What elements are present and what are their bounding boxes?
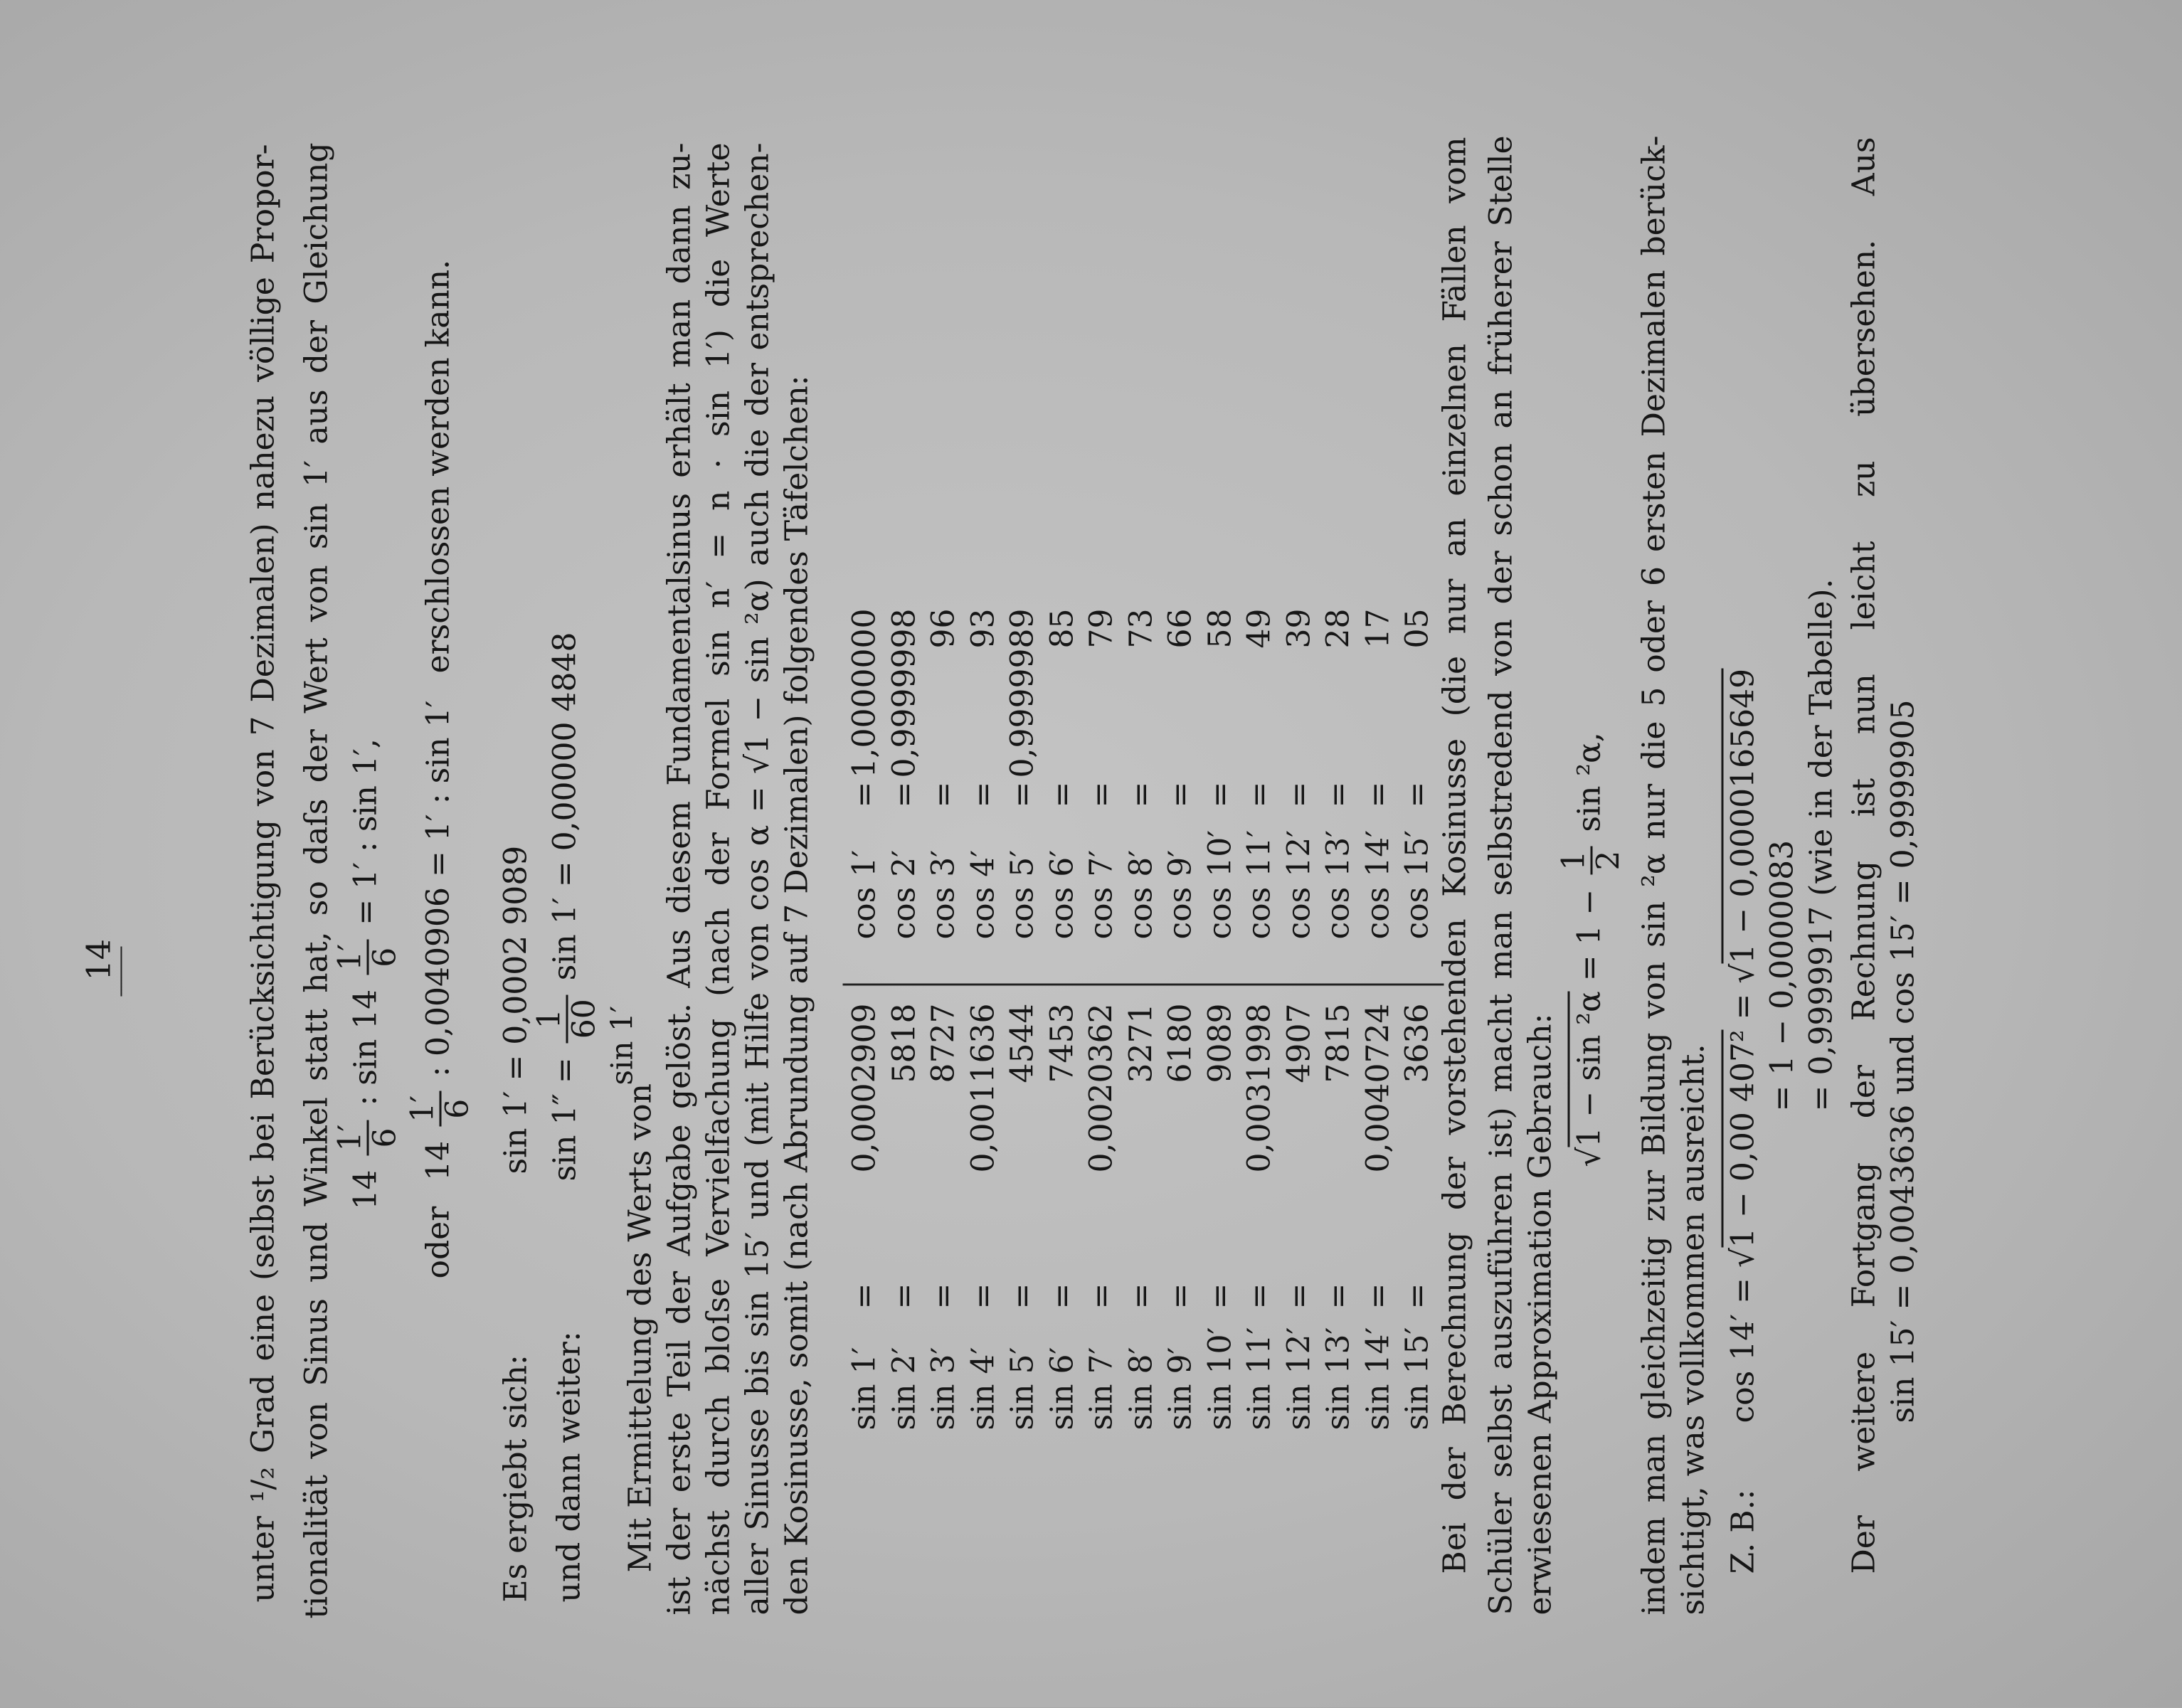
eq2-prefix: 14	[420, 1140, 457, 1181]
table-row-2-cos-value: 0,9999998	[886, 608, 922, 778]
table-row-10-equals-sign-sin: =	[1202, 1283, 1238, 1310]
table-row-1-cos-label: cos 1′	[846, 849, 883, 940]
table-row-14-sin-value: 0,0040724	[1360, 1003, 1396, 1173]
table-row-15-cos-value: 05	[1399, 608, 1436, 649]
table-row-6-cos-value: 85	[1044, 608, 1080, 649]
table-row-6-equals-sign-cos: =	[1044, 781, 1080, 808]
table-row-9-equals-sign-sin: =	[1162, 1283, 1199, 1310]
table-row-9-cos-value: 66	[1162, 608, 1199, 649]
table-row-1-equals-sign-cos: =	[846, 781, 883, 808]
para3-line-3: erwiesenen Approximation Gebrauch:	[1522, 1013, 1559, 1616]
table-row-12-cos-value: 39	[1281, 608, 1317, 649]
table-row-7-cos-value: 79	[1083, 608, 1120, 649]
result-lead-1: Es ergiebt sich:	[497, 1354, 534, 1603]
table-row-11-sin-value: 0,0031998	[1241, 1003, 1278, 1173]
para2-line-3: aller Sinusse bis sin 15′ und (mit Hilfe von cos α = √1 − sin ²α) auch die der entsprechen-	[739, 142, 776, 1616]
example-line-1	[1725, 669, 1762, 1423]
para4-line-2: sichtigt, was vollkommen ausreicht.	[1675, 1044, 1712, 1616]
table-row-6-equals-sign-sin: =	[1044, 1283, 1080, 1310]
para2-line-1: ist der erste Teil der Aufgabe gelöst. Aus diesem Fundamentalsinus erhält man dann zu-	[661, 142, 698, 1616]
table-row-2-sin-value: 5818	[886, 1003, 922, 1083]
table-row-4-sin-value: 0,0011636	[965, 1003, 1001, 1173]
eq1-middle: : sin 14	[347, 989, 384, 1106]
table-row-10-cos-value: 58	[1202, 608, 1238, 649]
table-row-11-cos-label: cos 11′	[1241, 829, 1278, 940]
result-equation-1: sin 1′ = 0,0002 9089	[497, 845, 534, 1174]
table-row-3-equals-sign-cos: =	[925, 781, 962, 808]
table-row-13-sin-label: sin 13′	[1320, 1327, 1357, 1431]
table-row-5-cos-label: cos 5′	[1004, 849, 1041, 940]
example-line-2: = 1 − 0,0000083	[1764, 839, 1801, 1112]
para2-line-4: den Kosinusse, somit (nach Abrundung auf 7 Dezimalen) folgendes Täfelchen:	[778, 375, 815, 1616]
table-row-13-equals-sign-sin: =	[1320, 1283, 1357, 1310]
table-row-4-cos-label: cos 4′	[965, 849, 1001, 940]
rotated-book-page	[0, 1, 2182, 1708]
sqrt-sign: √	[1571, 1147, 1608, 1167]
table-row-8-equals-sign-sin: =	[1123, 1283, 1159, 1310]
table-row-15-equals-sign-cos: =	[1399, 781, 1436, 808]
table-row-2-sin-label: sin 2′	[886, 1347, 922, 1431]
eq1-fraction-2	[334, 940, 402, 975]
eq1-suffix: = 1′ : sin 1′,	[347, 738, 384, 925]
table-row-9-cos-label: cos 9′	[1162, 849, 1199, 940]
table-row-3-sin-value: 8727	[925, 1003, 962, 1083]
para5-line-1: Der weitere Fortgang der Rechnung ist nun leicht zu übersehen. Aus	[1845, 137, 1882, 1574]
table-row-4-equals-sign-sin: =	[965, 1283, 1001, 1310]
para1-line-1: unter ¹/₂ Grad eine (selbst bei Berücksichtigung von 7 Dezimalen) nahezu völlige Propor-	[245, 144, 282, 1603]
result-eq2-fraction	[531, 994, 603, 1043]
table-row-14-sin-label: sin 14′	[1360, 1327, 1396, 1431]
para5-line-2: sin 15′ = 0,0043636 und cos 15′ = 0,9999905	[1885, 699, 1922, 1423]
result-eq2-frac-num: 1	[534, 994, 568, 1043]
table-row-3-cos-label: cos 3′	[925, 849, 962, 940]
table-row-2-cos-label: cos 2′	[886, 849, 922, 940]
table-row-8-cos-label: cos 8′	[1123, 849, 1159, 940]
table-row-12-equals-sign-cos: =	[1281, 781, 1317, 808]
table-row-10-equals-sign-cos: =	[1202, 781, 1238, 808]
table-row-7-equals-sign-sin: =	[1083, 1283, 1120, 1310]
approx-frac-den: 2	[1590, 850, 1627, 871]
eq1-prefix: 14	[347, 1169, 384, 1210]
page-number-rule	[121, 947, 122, 997]
table-row-9-equals-sign-cos: =	[1162, 781, 1199, 808]
table-row-1-sin-label: sin 1′	[846, 1347, 883, 1431]
table-row-2-equals-sign-sin: =	[886, 1283, 922, 1310]
table-row-6-sin-value: 7453	[1044, 1003, 1080, 1083]
para2-lead: Mit Ermittelung des Werts von	[622, 1083, 659, 1573]
eq1-frac2-den: 6	[366, 947, 403, 967]
eq1-fraction	[334, 1120, 402, 1156]
approx-frac-num: 1	[1558, 847, 1593, 875]
eq1-frac-num: 1′	[334, 1120, 369, 1156]
result-eq2-post: sin 1′ = 0,00000 4848	[546, 632, 583, 981]
table-row-15-cos-label: cos 15′	[1399, 829, 1436, 940]
table-row-5-sin-label: sin 5′	[1004, 1347, 1041, 1431]
table-row-12-sin-value: 4907	[1281, 1003, 1317, 1083]
table-row-11-cos-value: 49	[1241, 608, 1278, 649]
table-row-12-sin-label: sin 12′	[1281, 1327, 1317, 1431]
example-line1-mid: = √	[1725, 963, 1762, 1030]
table-row-8-sin-value: 3271	[1123, 1003, 1159, 1083]
table-row-13-cos-label: cos 13′	[1320, 829, 1357, 940]
eq2-frac-den: 6	[439, 1098, 476, 1119]
eq1-frac-den: 6	[366, 1128, 403, 1148]
example-lead: Z. B.:	[1725, 1489, 1762, 1574]
table-row-4-sin-label: sin 4′	[965, 1347, 1001, 1431]
eq2-fraction	[404, 1091, 476, 1127]
table-row-6-sin-label: sin 6′	[1044, 1347, 1080, 1431]
eq2-tail: erschlossen werden kann.	[420, 259, 457, 674]
table-row-5-cos-value: 0,9999989	[1004, 608, 1041, 778]
eq2-suffix: : 0,0040906 = 1′ : sin 1′	[420, 700, 457, 1077]
table-row-3-sin-label: sin 3′	[925, 1347, 962, 1431]
table-row-10-sin-value: 9089	[1202, 1003, 1238, 1083]
table-row-14-equals-sign-sin: =	[1360, 1283, 1396, 1310]
table-row-14-equals-sign-cos: =	[1360, 781, 1396, 808]
table-row-3-cos-value: 96	[925, 608, 962, 649]
eq1-frac2-num: 1′	[334, 940, 369, 975]
para2-lead-term: sin 1′	[604, 1005, 640, 1086]
table-row-1-cos-value: 1,0000000	[846, 608, 883, 778]
page-number: 14	[79, 938, 118, 981]
table-row-6-cos-label: cos 6′	[1044, 849, 1080, 940]
table-row-10-sin-label: sin 10′	[1202, 1327, 1238, 1431]
table-row-4-equals-sign-cos: =	[965, 781, 1001, 808]
example-line-3: = 0,9999917 (wie in der Tabelle).	[1803, 578, 1840, 1112]
approx-tail: sin ²α,	[1571, 732, 1608, 832]
table-row-7-cos-label: cos 7′	[1083, 849, 1120, 940]
table-row-5-equals-sign-sin: =	[1004, 1283, 1041, 1310]
approx-radical: 1 − sin ²α	[1568, 991, 1608, 1147]
table-row-8-sin-label: sin 8′	[1123, 1347, 1159, 1431]
result-eq2-frac-den: 60	[566, 999, 603, 1039]
equation-proportion	[334, 738, 402, 1209]
para3-line-1: Bei der Berechnung der vorstehenden Kosinusse (die nur an einzelnen Fällen vom	[1436, 137, 1473, 1574]
example-line1-radical: 1 − 0,00 407²	[1722, 1030, 1762, 1248]
table-row-2-equals-sign-cos: =	[886, 781, 922, 808]
table-row-7-sin-value: 0,0020362	[1083, 1003, 1120, 1173]
table-row-9-sin-label: sin 9′	[1162, 1347, 1199, 1431]
table-row-15-equals-sign-sin: =	[1399, 1283, 1436, 1310]
equation-or	[404, 259, 476, 1279]
para4-line-1: indem man gleichzeitig zur Bildung von sin ²α nur die 5 oder 6 ersten Dezimalen berück-	[1636, 135, 1673, 1616]
table-row-15-sin-label: sin 15′	[1399, 1327, 1436, 1431]
table-row-8-cos-value: 73	[1123, 608, 1159, 649]
example-line1-radical-2: 1 − 0,0000165649	[1722, 669, 1762, 964]
table-row-14-cos-value: 17	[1360, 608, 1396, 649]
table-row-11-equals-sign-sin: =	[1241, 1283, 1278, 1310]
approx-fraction	[1555, 847, 1627, 875]
table-row-3-equals-sign-sin: =	[925, 1283, 962, 1310]
table-row-13-equals-sign-cos: =	[1320, 781, 1357, 808]
table-divider	[843, 984, 1444, 986]
table-row-7-sin-label: sin 7′	[1083, 1347, 1120, 1431]
approx-mid: = 1 −	[1571, 889, 1608, 982]
table-row-5-sin-value: 4544	[1004, 1003, 1041, 1083]
table-row-4-cos-value: 93	[965, 608, 1001, 649]
table-row-9-sin-value: 6180	[1162, 1003, 1199, 1083]
table-row-5-equals-sign-cos: =	[1004, 781, 1041, 808]
table-row-1-sin-value: 0,0002909	[846, 1003, 883, 1173]
table-row-13-cos-value: 28	[1320, 608, 1357, 649]
para1-line-2: tionalität von Sinus und Winkel statt hat, so daſs der Wert von sin 1′ aus der Gleichung	[298, 142, 335, 1619]
table-row-12-equals-sign-sin: =	[1281, 1283, 1317, 1310]
eq2-frac-num: 1′	[407, 1091, 442, 1127]
result-eq2-pre: sin 1″ =	[546, 1057, 583, 1182]
result-equation-2	[531, 632, 603, 1182]
example-line1-pre: cos 14′ = √	[1725, 1247, 1762, 1423]
table-row-14-cos-label: cos 14′	[1360, 829, 1396, 940]
table-row-11-sin-label: sin 11′	[1241, 1327, 1278, 1431]
table-row-10-cos-label: cos 10′	[1202, 829, 1238, 940]
para2-line-2: nächst durch bloſse Vervielfachung (nach der Formel sin n′ = n · sin 1′) die Werte	[700, 142, 737, 1616]
table-row-1-equals-sign-sin: =	[846, 1283, 883, 1310]
table-row-12-cos-label: cos 12′	[1281, 829, 1317, 940]
table-row-15-sin-value: 3636	[1399, 1003, 1436, 1083]
table-row-8-equals-sign-cos: =	[1123, 781, 1159, 808]
eq2-lead: oder	[420, 1206, 457, 1279]
table-row-13-sin-value: 7815	[1320, 1003, 1357, 1083]
para3-line-2: Schüler selbst auszuführen ist) macht man selbstredend von der schon an früherer Stelle	[1483, 135, 1520, 1616]
table-row-11-equals-sign-cos: =	[1241, 781, 1278, 808]
approximation-formula	[1555, 732, 1627, 1167]
table-row-7-equals-sign-cos: =	[1083, 781, 1120, 808]
result-lead-2: und dann weiter:	[551, 1331, 588, 1603]
